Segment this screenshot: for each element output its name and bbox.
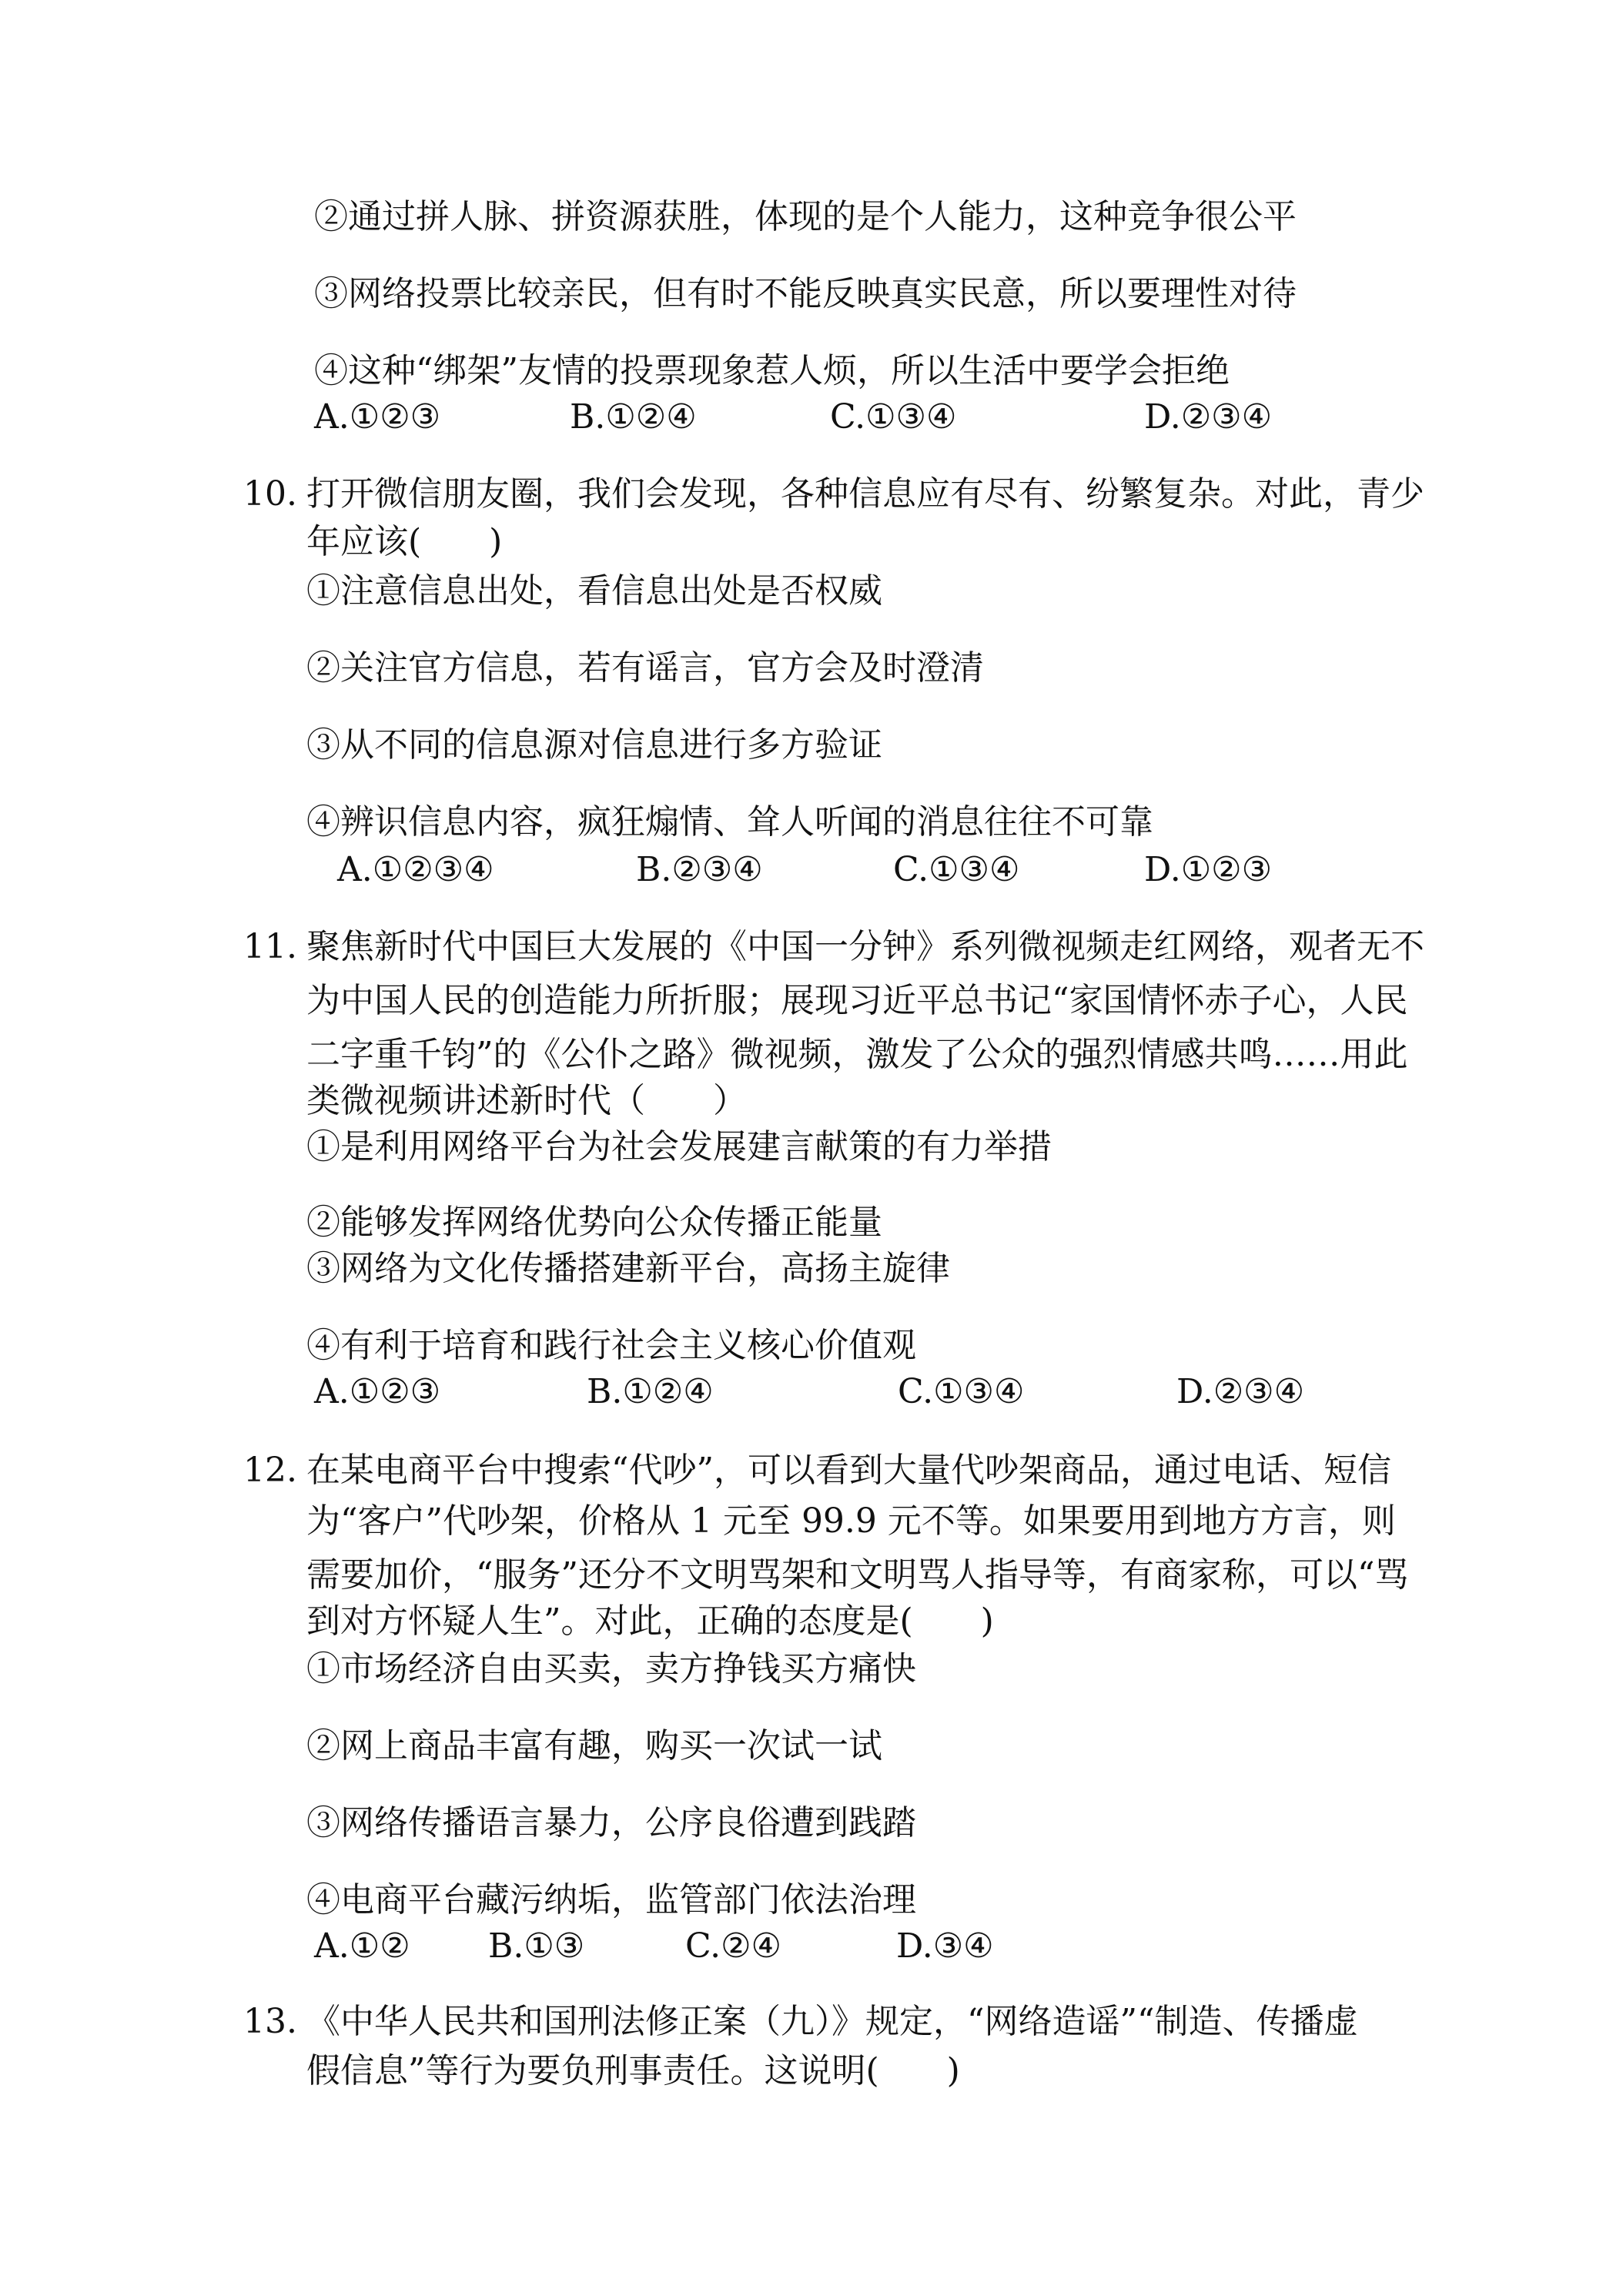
- q13-stem-line-2: 假信息”等行为要负刑事责任。这说明( ): [306, 2051, 960, 2090]
- q10-option-c: C.①③④: [893, 850, 1020, 889]
- q10-statement-3: ③从不同的信息源对信息进行多方验证: [306, 725, 882, 765]
- q10-option-a: A.①②③④: [337, 850, 494, 889]
- q12-stem-line-4: 到对方怀疑人生”。对此，正确的态度是( ): [306, 1602, 994, 1641]
- q11-stem-line-1: 聚焦新时代中国巨大发展的《中国一分钟》系列微视频走红网络，观者无不: [306, 927, 1424, 966]
- q11-statement-4: ④有利于培育和践行社会主义核心价值观: [306, 1326, 916, 1365]
- q12-stem-line-1: 在某电商平台中搜索“代吵”，可以看到大量代吵架商品，通过电话、短信: [306, 1451, 1391, 1490]
- q11-statement-1: ①是利用网络平台为社会发展建言献策的有力举措: [306, 1127, 1052, 1166]
- q11-option-d: D.②③④: [1176, 1372, 1305, 1411]
- q9-statement-2: ②通过拼人脉、拼资源获胜，体现的是个人能力，这种竞争很公平: [314, 197, 1297, 236]
- q10-number: 10.: [243, 474, 297, 514]
- q11-option-b: B.①②④: [587, 1372, 714, 1411]
- q11-stem-line-4: 类微视频讲述新时代（ ）: [306, 1081, 747, 1120]
- q11-statement-2: ②能够发挥网络优势向公众传播正能量: [306, 1203, 882, 1242]
- q10-statement-2: ②关注官方信息，若有谣言，官方会及时澄清: [306, 648, 984, 688]
- q12-statement-4: ④电商平台藏污纳垢，监管部门依法治理: [306, 1880, 916, 1919]
- q12-statement-2: ②网上商品丰富有趣，购买一次试一试: [306, 1726, 882, 1766]
- q12-statement-3: ③网络传播语言暴力，公序良俗遭到践踏: [306, 1803, 916, 1842]
- q11-stem-line-3: 二字重千钧”的《公仆之路》微视频，激发了公众的强烈情感共鸣……用此: [306, 1035, 1408, 1074]
- q12-statement-1: ①市场经济自由买卖，卖方挣钱买方痛快: [306, 1649, 916, 1689]
- q11-stem-line-2: 为中国人民的创造能力所折服；展现习近平总书记“家国情怀赤子心，人民: [306, 981, 1408, 1020]
- q12-stem-line-2: 为“客户”代吵架，价格从 1 元至 99.9 元不等。如果要用到地方方言，则: [306, 1501, 1396, 1541]
- q10-stem-line-1: 打开微信朋友圈，我们会发现，各种信息应有尽有、纷繁复杂。对此，青少: [306, 474, 1424, 514]
- q12-option-d: D.③④: [896, 1926, 994, 1966]
- q9-option-d: D.②③④: [1144, 397, 1273, 437]
- q10-stem-line-2: 年应该( ): [306, 522, 503, 561]
- q9-option-c: C.①③④: [830, 397, 957, 437]
- q12-option-c: C.②④: [685, 1926, 781, 1966]
- q12-option-b: B.①③: [488, 1926, 585, 1966]
- q11-option-c: C.①③④: [898, 1372, 1025, 1411]
- q13-number: 13.: [243, 2002, 297, 2041]
- q13-stem-line-1: 《中华人民共和国刑法修正案（九）》规定，“网络造谣”“制造、传播虚: [306, 2002, 1358, 2041]
- q12-option-a: A.①②: [314, 1926, 410, 1966]
- q9-option-a: A.①②③: [314, 397, 441, 437]
- q11-number: 11.: [243, 927, 297, 966]
- q9-statement-4: ④这种“绑架”友情的投票现象惹人烦，所以生活中要学会拒绝: [314, 351, 1230, 390]
- q11-statement-3: ③网络为文化传播搭建新平台，高扬主旋律: [306, 1249, 950, 1288]
- q11-option-a: A.①②③: [314, 1372, 441, 1411]
- q10-statement-1: ①注意信息出处，看信息出处是否权威: [306, 571, 882, 611]
- q12-stem-line-3: 需要加价，“服务”还分不文明骂架和文明骂人指导等，有商家称，可以“骂: [306, 1555, 1409, 1595]
- q10-option-d: D.①②③: [1144, 850, 1273, 889]
- q9-statement-3: ③网络投票比较亲民，但有时不能反映真实民意，所以要理性对待: [314, 274, 1297, 313]
- q10-option-b: B.②③④: [636, 850, 763, 889]
- q10-statement-4: ④辨识信息内容，疯狂煽情、耸人听闻的消息往往不可靠: [306, 802, 1153, 842]
- q12-number: 12.: [243, 1451, 297, 1490]
- q9-option-b: B.①②④: [570, 397, 697, 437]
